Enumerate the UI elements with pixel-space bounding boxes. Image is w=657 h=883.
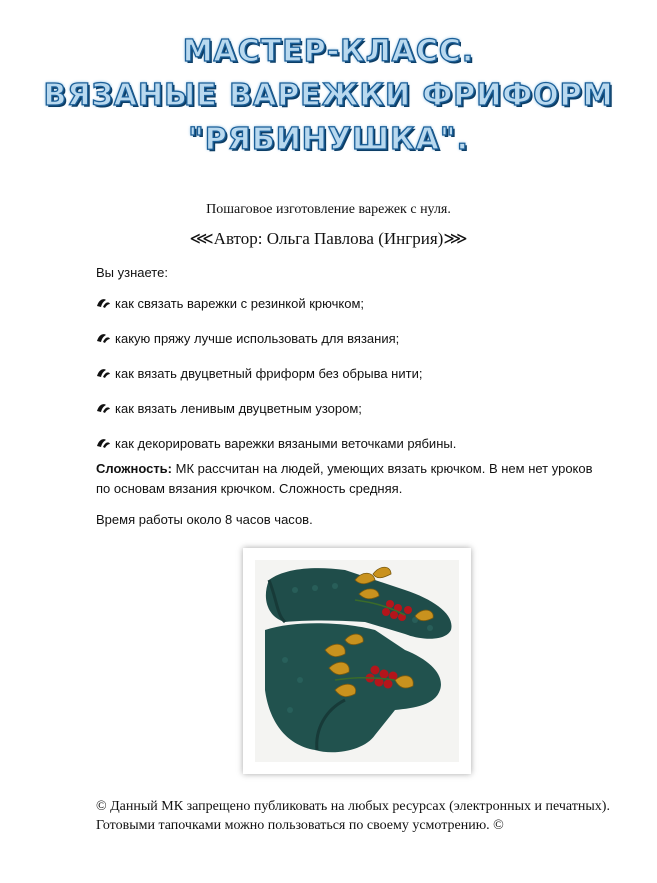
work-time: Время работы около 8 часов часов.	[96, 512, 313, 527]
list-item	[96, 401, 456, 436]
learn-heading: Вы узнаете:	[96, 265, 168, 280]
title-line-1: МАСТЕР-КЛАСС.	[182, 34, 475, 69]
page-title	[0, 30, 657, 162]
list-item	[96, 296, 456, 331]
complexity-label: Сложность:	[96, 461, 173, 476]
complexity-paragraph	[96, 459, 606, 499]
mittens-photo	[243, 548, 471, 774]
bullet-leaf-icon	[96, 332, 111, 344]
author-line: ⋘Автор: Ольга Павлова (Ингрия)⋙	[189, 229, 468, 248]
list-item	[96, 331, 456, 366]
copyright-notice: © Данный МК запрещено публиковать на любых ресурсах (электронных и печатных). Готовыми тапочками можно пользоваться по своему усмотрению. ©	[96, 799, 610, 833]
list-item-text: как вязать ленивым двуцветным узором;	[115, 401, 362, 416]
bullet-leaf-icon	[96, 367, 111, 379]
complexity-text: МК рассчитан на людей, умеющих вязать крючком. В нем нет уроков по основам вязания крючком. Сложность средняя.	[96, 461, 593, 496]
bullet-leaf-icon	[96, 402, 111, 414]
learn-list	[96, 296, 456, 471]
title-line-2: ВЯЗАНЫЕ ВАРЕЖКИ ФРИФОРМ	[43, 78, 614, 113]
mittens-illustration	[255, 560, 459, 762]
subtitle: Пошаговое изготовление варежек с нуля.	[206, 202, 451, 217]
title-line-3: "РЯБИНУШКА".	[188, 122, 469, 157]
list-item-text: как связать варежки с резинкой крючком;	[115, 296, 364, 311]
list-item-text: как вязать двуцветный фриформ без обрыва нити;	[115, 366, 423, 381]
list-item	[96, 366, 456, 401]
bullet-leaf-icon	[96, 437, 111, 449]
list-item-text: какую пряжу лучше использовать для вязания;	[115, 331, 400, 346]
list-item-text: как декорировать варежки вязаными веточками рябины.	[115, 436, 457, 451]
bullet-leaf-icon	[96, 297, 111, 309]
